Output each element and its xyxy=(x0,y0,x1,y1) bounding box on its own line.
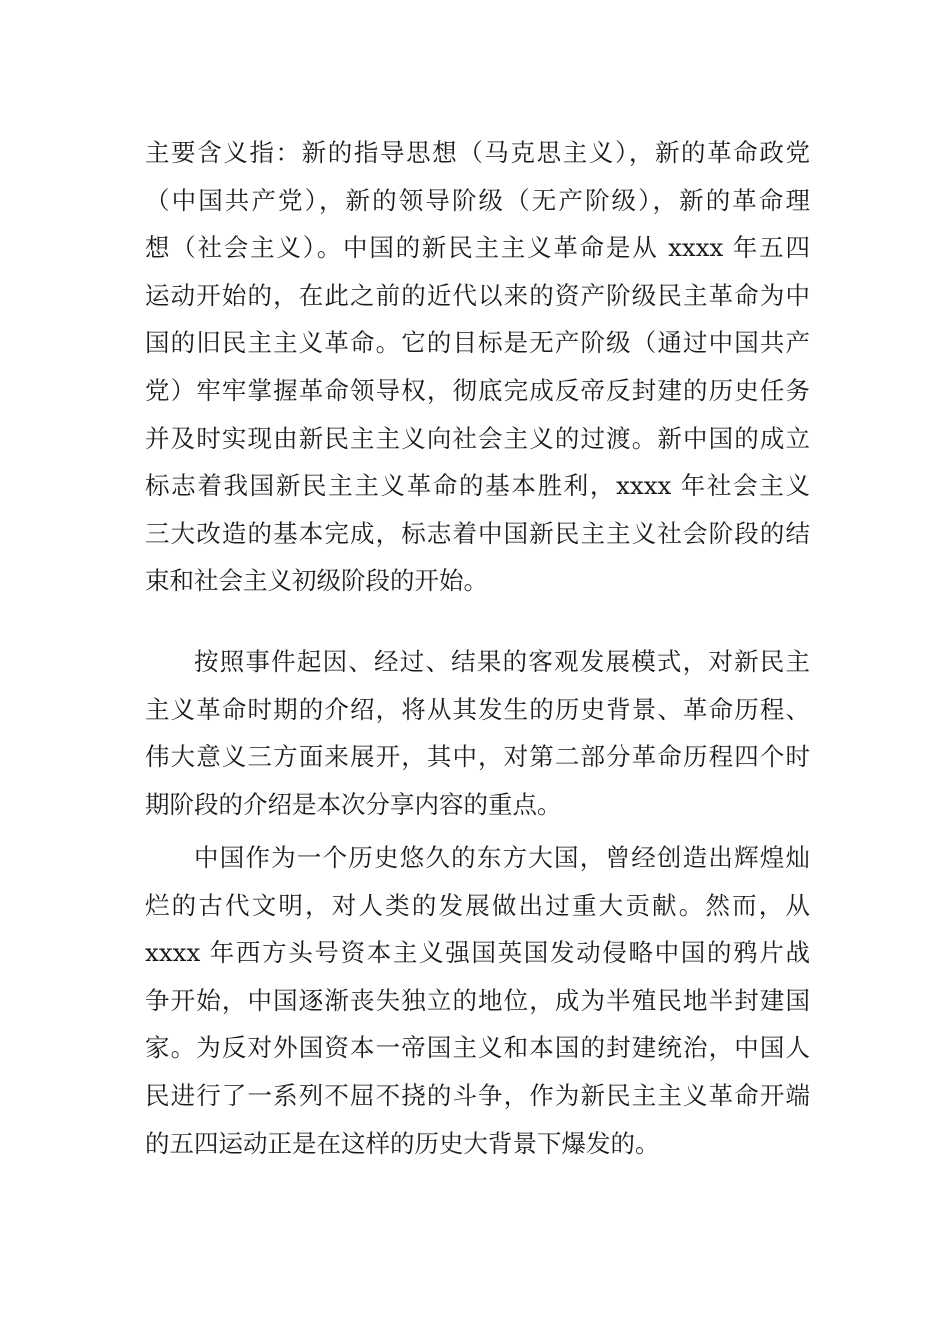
text-line: 束和社会主义初级阶段的开始。 xyxy=(145,566,488,596)
text-line: 主要含义指：新的指导思想（马克思主义），新的革命政党 xyxy=(145,138,810,167)
text-line: 中国作为一个历史悠久的东方大国，曾经创造出辉煌灿 xyxy=(194,843,810,872)
text-line: （中国共产党），新的领导阶级（无产阶级），新的革命理 xyxy=(145,185,810,215)
text-line: 并及时实现由新民主主义向社会主义的过渡。新中国的成立 xyxy=(145,423,810,453)
paragraph-meaning-of-new-democratic-revolution xyxy=(145,129,810,605)
paragraph-historical-background xyxy=(145,834,810,1167)
text-line: 伟大意义三方面来展开，其中，对第二部分革命历程四个时 xyxy=(145,742,810,772)
text-line: 烂的古代文明，对人类的发展做出过重大贡献。然而，从 xyxy=(145,890,810,920)
text-line: 运动开始的，在此之前的近代以来的资产阶级民主革命为中 xyxy=(145,280,810,310)
text-line: xxxx 年西方头号资本主义强国英国发动侵略中国的鸦片战 xyxy=(145,938,810,968)
text-line: 党）牢牢掌握革命领导权，彻底完成反帝反封建的历史任务 xyxy=(145,375,810,405)
text-line: 三大改造的基本完成，标志着中国新民主主义社会阶段的结 xyxy=(145,518,810,548)
text-line: 期阶段的介绍是本次分享内容的重点。 xyxy=(145,789,562,819)
text-line: 按照事件起因、经过、结果的客观发展模式，对新民主 xyxy=(194,647,810,676)
text-line: 主义革命时期的介绍，将从其发生的历史背景、革命历程、 xyxy=(145,694,810,724)
text-line: 国的旧民主主义革命。它的目标是无产阶级（通过中国共产 xyxy=(145,328,810,358)
text-line: 标志着我国新民主主义革命的基本胜利，xxxx 年社会主义 xyxy=(145,471,810,501)
text-line: 家。为反对外国资本一帝国主义和本国的封建统治，中国人 xyxy=(145,1033,810,1063)
paragraph-introduction-structure xyxy=(145,638,810,828)
text-line: 的五四运动正是在这样的历史大背景下爆发的。 xyxy=(145,1128,660,1158)
text-line: 争开始，中国逐渐丧失独立的地位，成为半殖民地半封建国 xyxy=(145,985,810,1015)
text-line: 想（社会主义）。中国的新民主主义革命是从 xxxx 年五四 xyxy=(145,233,810,263)
text-line: 民进行了一系列不屈不挠的斗争，作为新民主主义革命开端 xyxy=(145,1080,810,1110)
